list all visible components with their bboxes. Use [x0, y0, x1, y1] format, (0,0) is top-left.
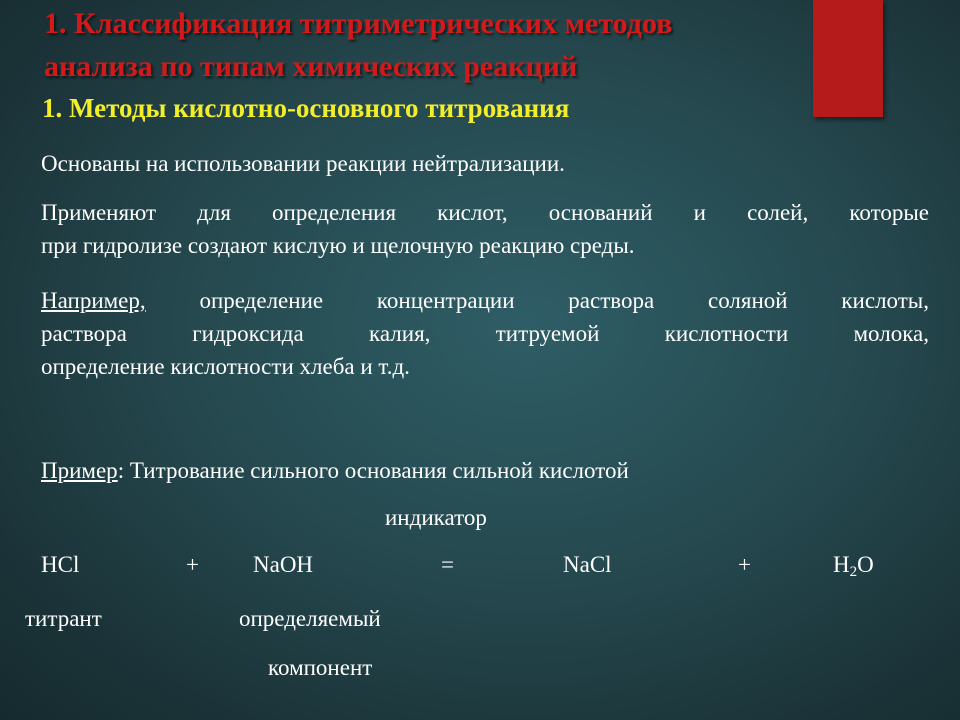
formula-naoh: NaOH — [253, 552, 314, 577]
examples-line-3: определение кислотности хлеба и т.д. — [41, 354, 410, 379]
application-line-2: при гидролизе создают кислую и щелочную реакцию среды. — [41, 233, 635, 258]
examples-line-2: раствора гидроксида калия, титруемой кислотности молока, — [41, 321, 929, 346]
title-line-2: анализа по типам химических реакций — [44, 50, 578, 83]
h2o-h: H — [833, 552, 850, 577]
h2o-o: O — [857, 552, 874, 577]
paragraph-basis: Основаны на использовании реакции нейтрализации. — [41, 151, 565, 176]
equals-sign: = — [441, 552, 454, 577]
sample-text: : Титрование сильного основания сильной кислотой — [117, 458, 629, 483]
indicator-label: индикатор — [385, 505, 487, 530]
plus-sign-2: + — [738, 552, 751, 577]
formula-h2o — [833, 552, 874, 581]
application-line-1: Применяют для определения кислот, оснований и солей, которые — [41, 200, 929, 225]
slide-title — [44, 2, 834, 88]
examples-line-1 — [41, 284, 929, 317]
determined-label: определяемый — [239, 606, 381, 631]
formula-nacl: NaCl — [563, 552, 612, 577]
formula-hcl: HCl — [41, 552, 80, 577]
title-line-1: 1. Классификация титриметрических методов — [44, 7, 673, 40]
h2o-subscript: 2 — [849, 564, 858, 580]
plus-sign-1: + — [186, 552, 199, 577]
component-label: компонент — [268, 655, 373, 680]
paragraph-example-reaction — [41, 454, 929, 487]
examples-line-1-text: определение концентрации раствора соляной кислоты, — [145, 288, 929, 313]
sample-label: Пример — [41, 458, 118, 483]
paragraph-application — [41, 196, 929, 262]
paragraph-examples — [41, 284, 929, 383]
section-heading: 1. Методы кислотно-основного титрования — [42, 93, 570, 123]
titrant-label: титрант — [25, 606, 102, 631]
example-label: Например, — [41, 288, 146, 313]
